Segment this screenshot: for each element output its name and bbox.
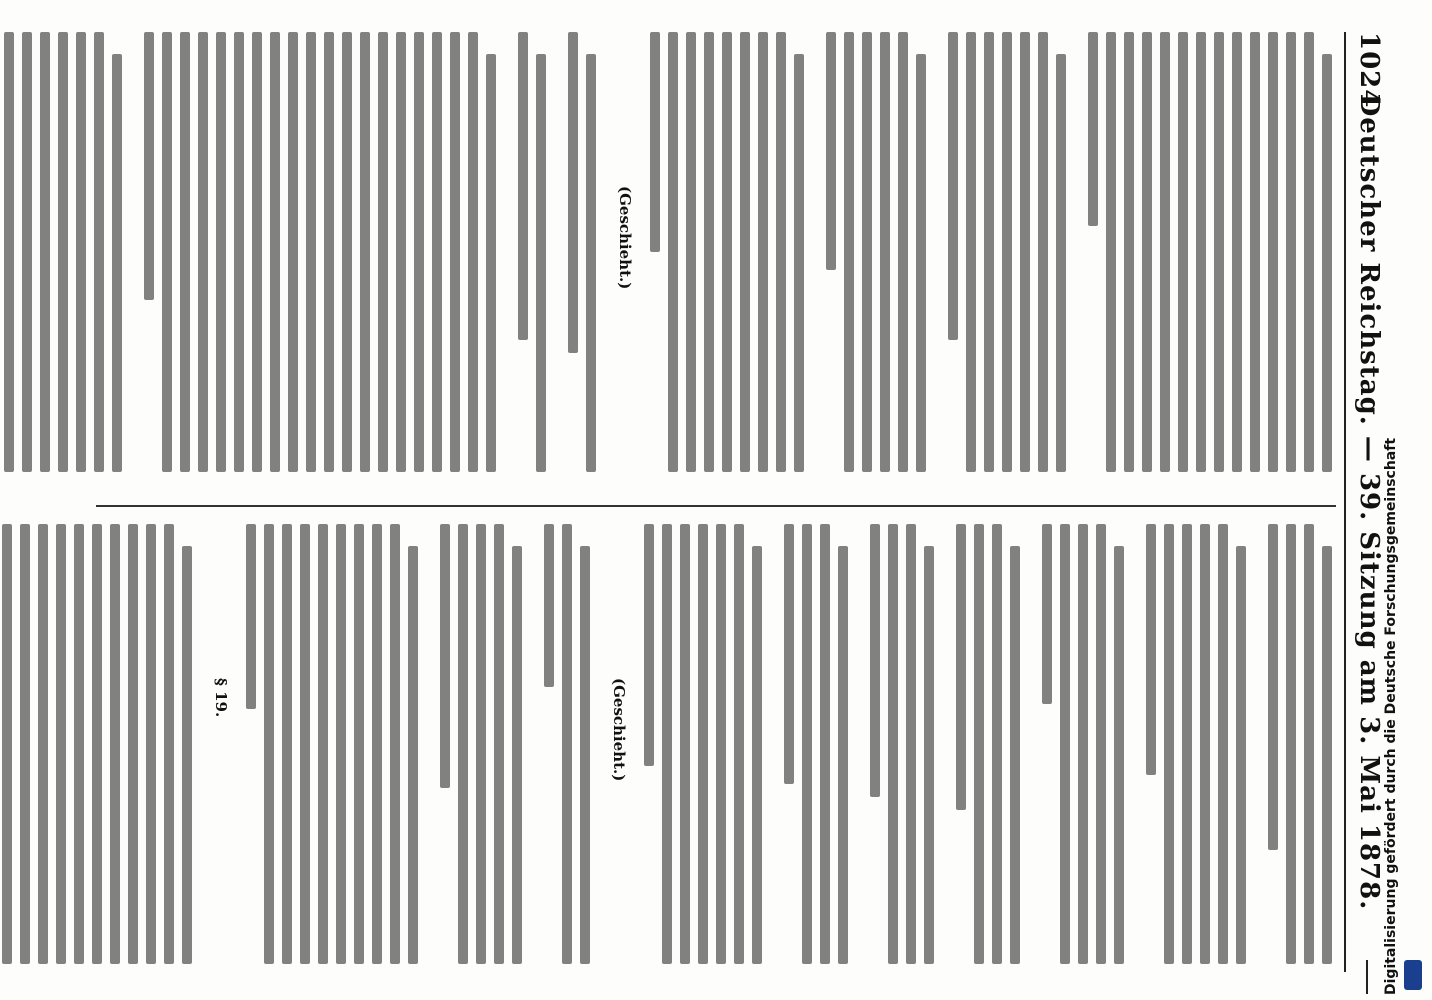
dfg-logo-icon [1404,960,1422,990]
text-line [74,524,84,964]
text-line [1200,524,1210,964]
text-line [216,32,226,472]
text-line [146,524,156,964]
text-line [56,524,66,964]
page-number: 1024 [1354,32,1384,109]
text-line [390,524,400,964]
column-divider [96,505,1336,507]
text-line [1164,524,1174,964]
text-line [518,32,528,340]
text-line [112,54,122,472]
text-line [668,32,678,472]
text-line [486,54,496,472]
text-line [1304,524,1314,964]
text-line [1124,32,1134,472]
text-line [898,32,908,472]
page-header [1344,32,1384,972]
text-line [1322,546,1332,964]
text-line [1214,32,1224,472]
margin-mark [1366,960,1368,994]
text-line [536,54,546,472]
text-line [264,524,274,964]
text-line [1178,32,1188,472]
text-line [1114,546,1124,964]
text-line [252,32,262,472]
text-line [1056,54,1066,472]
text-line [1236,546,1246,964]
text-line [844,32,854,472]
text-line [1250,32,1260,472]
text-line [1038,32,1048,472]
text-line [740,32,750,472]
text-line [1010,546,1020,964]
text-line [784,524,794,784]
text-line [282,524,292,964]
text-line [1286,32,1296,472]
text-line [562,524,572,964]
text-line [1182,524,1192,964]
text-line [20,524,30,964]
text-line [956,524,966,810]
text-line [1060,524,1070,964]
text-line [270,32,280,472]
text-line [408,546,418,964]
text-line [162,32,172,472]
text-line [838,546,848,964]
text-line [704,32,714,472]
text-line [870,524,880,797]
text-line [1218,524,1228,964]
text-line [906,524,916,964]
text-line [826,32,836,270]
text-line [432,32,442,472]
sidebar-note: Digitalisierung gefördert durch die Deutsche Forschungsgemeinschaft [1383,437,1399,995]
text-line [458,524,468,964]
text-line [984,32,994,472]
text-line [1322,54,1332,472]
text-line [110,524,120,964]
text-line [38,524,48,964]
text-line [1096,524,1106,964]
header-rule [1344,32,1346,972]
text-line [182,546,192,964]
text-line [94,32,104,472]
text-line [722,32,732,472]
text-line [512,546,522,964]
text-line [1106,32,1116,472]
text-line [372,524,382,964]
text-line [4,32,14,472]
text-line [974,524,984,964]
text-line [568,32,578,353]
text-line [1002,32,1012,472]
text-line [680,524,690,964]
text-line [354,524,364,964]
text-line [862,32,872,472]
text-line [1142,32,1152,472]
text-line [1160,32,1170,472]
text-line [342,32,352,472]
text-line [924,546,934,964]
text-line [820,524,830,964]
text-line [414,32,424,472]
text-line [378,32,388,472]
text-line [336,524,346,964]
text-line [144,32,154,300]
text-line [1078,524,1088,964]
text-line [888,524,898,964]
text-line [802,524,812,964]
text-line [644,524,654,766]
text-line [164,524,174,964]
text-line [1286,524,1296,964]
text-line [1088,32,1098,226]
text-line [698,524,708,964]
text-line [880,32,890,472]
text-line [2,524,12,964]
text-line [992,524,1002,964]
text-line [586,54,596,472]
text-line [650,32,660,252]
paragraph-lead: § 19. [212,674,230,721]
text-line [1146,524,1156,775]
text-line [468,32,478,472]
text-line [360,32,370,472]
text-line [40,32,50,472]
text-line [288,32,298,472]
text-line [716,524,726,964]
text-line [476,524,486,964]
text-line [396,32,406,472]
text-line [1304,32,1314,472]
text-line [440,524,450,788]
text-line [234,32,244,472]
paragraph-lead: (Geschieht.) [610,674,628,785]
text-line [948,32,958,340]
text-line [752,546,762,964]
text-line [300,524,310,964]
text-line [58,32,68,472]
text-line [1232,32,1242,472]
text-line [306,32,316,472]
text-line [128,524,138,964]
left-column [96,32,1336,472]
text-line [544,524,554,687]
text-line [1196,32,1206,472]
text-line [198,32,208,472]
text-line [662,524,672,964]
text-line [324,32,334,472]
text-line [686,32,696,472]
text-line [450,32,460,472]
text-line [180,32,190,472]
text-line [794,54,804,472]
text-line [966,32,976,472]
text-line [76,32,86,472]
text-line [92,524,102,964]
right-column [96,524,1336,964]
text-line [776,32,786,472]
text-line [494,524,504,964]
text-line [1268,32,1278,472]
text-line [246,524,256,709]
text-line [580,546,590,964]
running-title: Deutscher Reichstag. — 39. Sitzung am 3. Mai 1878. [1354,93,1384,911]
text-line [318,524,328,964]
text-line [1042,524,1052,704]
text-line [916,54,926,472]
text-line [22,32,32,472]
paragraph-lead: (Geschieht.) [616,182,634,293]
text-line [1020,32,1030,472]
text-line [734,524,744,964]
text-line [758,32,768,472]
text-line [1268,524,1278,850]
